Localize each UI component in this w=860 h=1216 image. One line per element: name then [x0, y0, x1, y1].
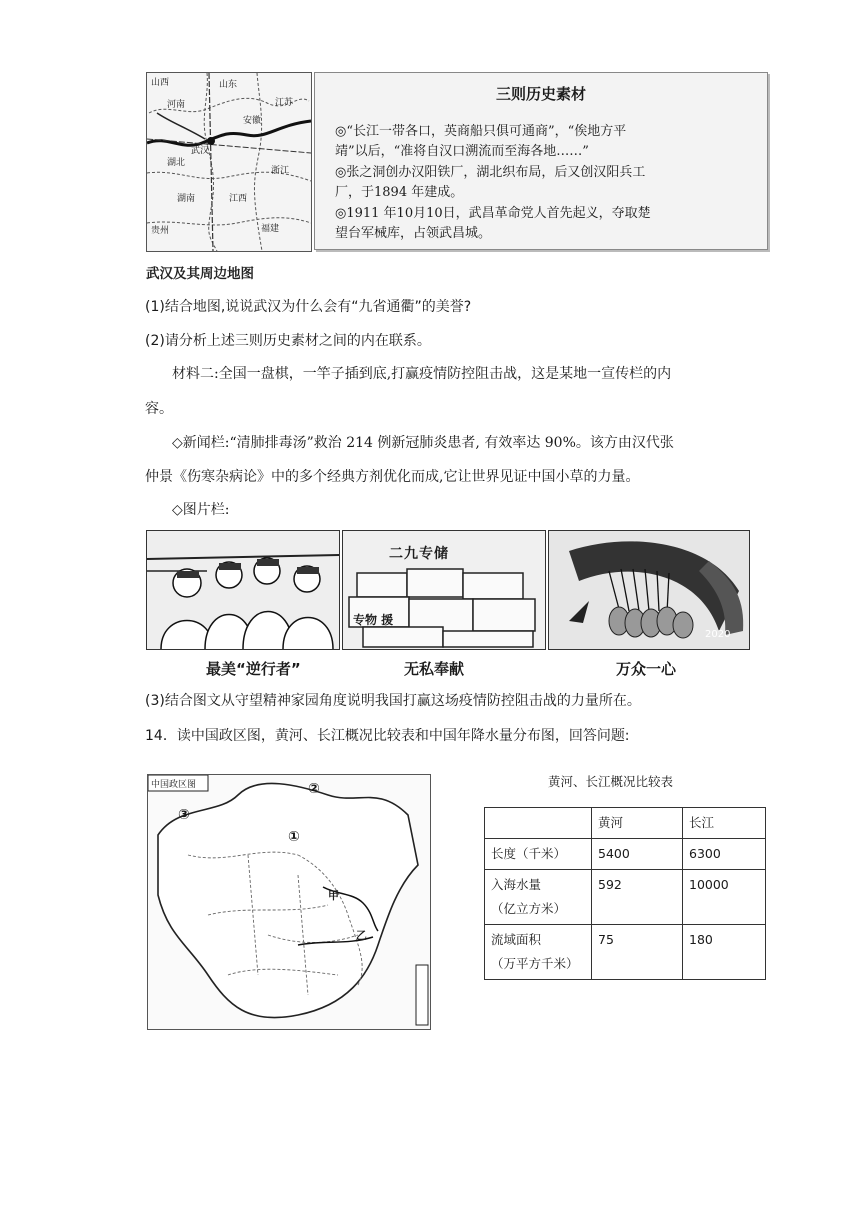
table-row-label-line: 入海水量: [491, 877, 542, 892]
material2-line2: 容。: [145, 401, 173, 417]
material-line: ◎“长江一带各口，英商船只俱可通商”，“俟地方平: [335, 124, 627, 139]
table-cell: 6300: [683, 839, 766, 870]
material-line: ◎张之洞创办汉阳铁厂，湖北织布局，后又创汉阳兵工: [335, 165, 646, 180]
china-map-title: 中国政区图: [151, 780, 197, 790]
map-label: 湖南: [177, 194, 196, 204]
caption-retrograders: 最美“逆行者”: [206, 660, 301, 678]
region-mark-jia: 甲: [328, 889, 339, 902]
comparison-table-title: 黄河、长江概况比较表: [548, 774, 674, 789]
material2-line1: 材料二:全国一盘棋，一竿子插到底,打赢疫情防控阻击战，这是某地一宣传栏的内: [172, 366, 672, 382]
question-2: (2)请分析上述三则历史素材之间的内在联系。: [145, 333, 431, 349]
box-label-text: 专物 援: [353, 613, 394, 627]
map-caption: 武汉及其周边地图: [146, 266, 254, 282]
wuhan-region-map: [146, 72, 312, 252]
news-line2: 仲景《伤寒杂病论》中的多个经典方剂优化而成,它让世界见证中国小草的力量。: [145, 469, 640, 485]
table-cell: 592: [592, 870, 683, 925]
map-label: 浙江: [271, 166, 290, 176]
material-line: 靖”以后，“准将自汉口溯流而至海各地……”: [335, 144, 589, 159]
picture-united-as-one: [548, 530, 750, 650]
map-label: 福建: [261, 224, 280, 234]
picture-retrograders: [146, 530, 340, 650]
history-materials-box: [314, 72, 768, 250]
map-label: 贵州: [151, 226, 170, 236]
picture-column-label: ◇图片栏:: [172, 502, 230, 518]
material-line: 厂，于1894 年建成。: [335, 185, 464, 200]
medical-workers-illustration: [147, 531, 339, 649]
map-label: 江西: [229, 194, 248, 204]
table-header-cell: [485, 808, 592, 839]
table-row-label: [485, 870, 592, 925]
picture-selfless-dedication: [342, 530, 546, 650]
table-cell: 10000: [683, 870, 766, 925]
table-row: [485, 870, 766, 925]
table-row-label-line: 流域面积: [491, 932, 542, 947]
question-3: (3)结合图文从守望精神家园角度说明我国打赢这场疫情防控阻击战的力量所在。: [145, 693, 641, 709]
table-header-cell: 长江: [683, 808, 766, 839]
table-row-label: [485, 925, 592, 980]
question-1: (1)结合地图,说说武汉为什么会有“九省通衢”的美誉?: [145, 299, 472, 315]
china-political-map: [147, 774, 431, 1030]
map-label: 河南: [167, 100, 186, 110]
region-mark-1: ①: [288, 829, 300, 845]
map-label: 武汉: [191, 146, 210, 156]
table-header-cell: 黄河: [592, 808, 683, 839]
map-label: 湖北: [167, 158, 186, 168]
caption-united-as-one: 万众一心: [616, 660, 677, 678]
region-mark-2: ②: [308, 781, 320, 797]
donation-sign-text: 二九专储: [389, 546, 449, 562]
table-cell: 180: [683, 925, 766, 980]
picture-year: 2020: [705, 629, 731, 640]
map-label: 山东: [219, 80, 238, 90]
china-map-drawing: [148, 775, 430, 1029]
map-label: 山西: [151, 78, 170, 88]
table-row-label-line: （万平方千米）: [491, 956, 579, 971]
news-line1: ◇新闻栏:“清肺排毒汤”救治 214 例新冠肺炎患者, 有效率达 90%。该方由汉代张: [172, 435, 674, 451]
table-header-row: [485, 808, 766, 839]
region-mark-yi: 乙: [356, 929, 367, 942]
material-line: 望台军械库，占领武昌城。: [335, 226, 492, 241]
table-row-label: 长度（千米）: [485, 839, 592, 870]
map-label: 江苏: [275, 98, 294, 108]
materials-title: 三则历史素材: [495, 85, 586, 103]
table-cell: 5400: [592, 839, 683, 870]
table-row: [485, 839, 766, 870]
table-cell: 75: [592, 925, 683, 980]
caption-selfless-dedication: 无私奉献: [404, 660, 465, 678]
question-14: 14．读中国政区图，黄河、长江概况比较表和中国年降水量分布图，回答问题:: [145, 728, 630, 744]
region-mark-3: ③: [178, 807, 190, 823]
map-label: 安徽: [243, 116, 262, 126]
material-line: ◎1911 年10月10日，武昌革命党人首先起义，夺取楚: [335, 206, 651, 221]
table-row-label-line: （亿立方米）: [491, 901, 567, 916]
river-comparison-table: [484, 807, 766, 980]
table-row: [485, 925, 766, 980]
